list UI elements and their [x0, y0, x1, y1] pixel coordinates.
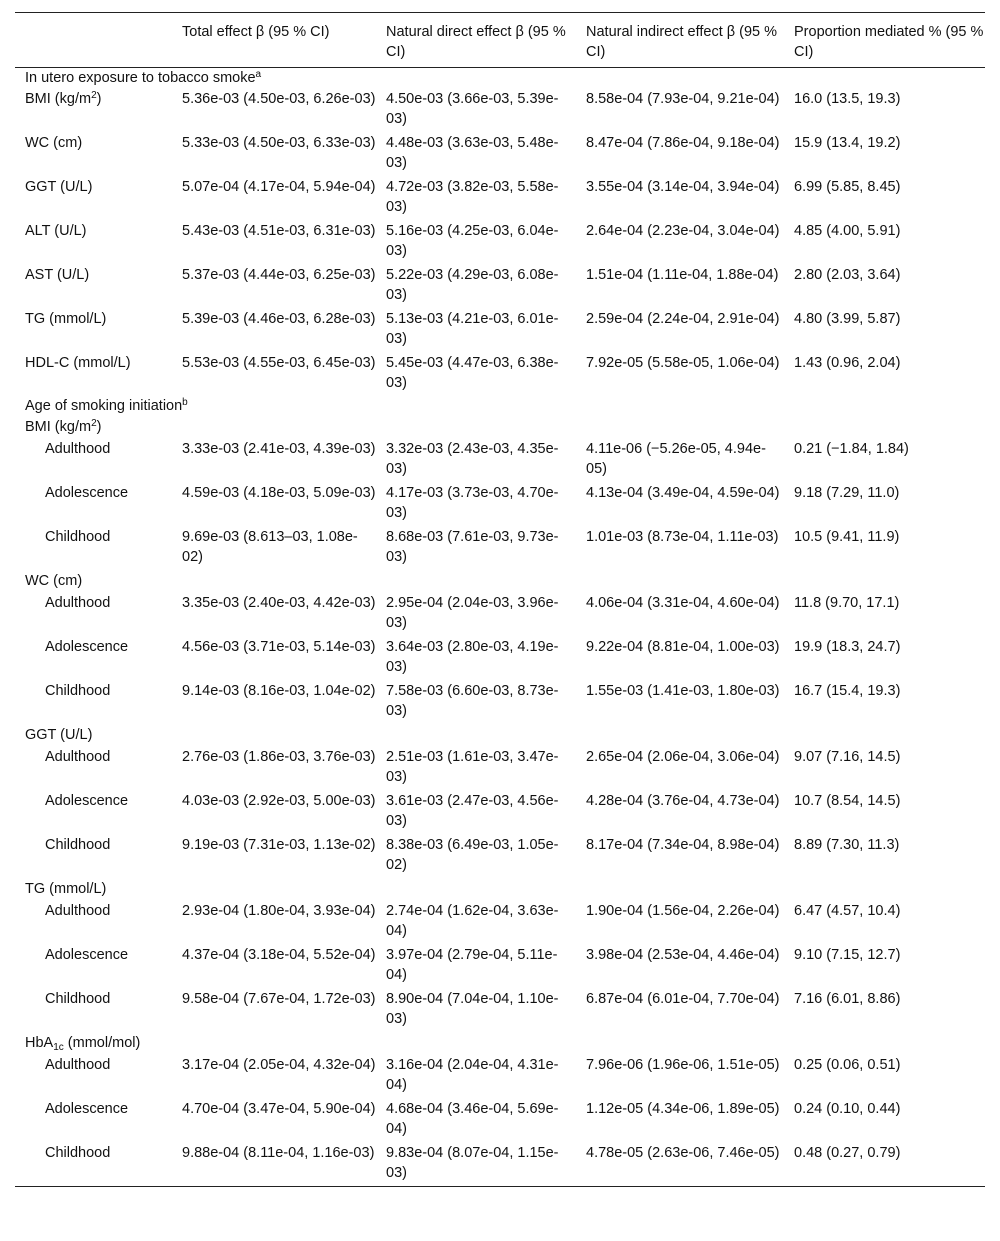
outcome-group-label-text: BMI (kg/m — [25, 419, 92, 435]
natural-direct-effect-cell: 3.64e-03 (2.80e-03, 4.19e-03) — [386, 639, 559, 675]
total-effect-cell: 4.56e-03 (3.71e-03, 5.14e-03) — [182, 639, 376, 655]
natural-indirect-effect-cell: 4.13e-04 (3.49e-04, 4.59e-04) — [586, 485, 780, 501]
row-label — [15, 308, 172, 352]
natural-indirect-effect-cell: 3.98e-04 (2.53e-04, 4.46e-04) — [586, 947, 780, 963]
natural-indirect-effect-cell: 8.47e-04 (7.86e-04, 9.18e-04) — [586, 135, 780, 151]
natural-direct-effect-cell: 5.22e-03 (4.29e-03, 6.08e-03) — [386, 267, 559, 303]
row-label-text: Adolescence — [45, 793, 129, 809]
row-label-text: Childhood — [45, 1145, 111, 1161]
total-effect-cell: 5.36e-03 (4.50e-03, 6.26e-03) — [182, 91, 376, 107]
row-label — [15, 988, 172, 1032]
proportion-mediated-cell: 1.43 (0.96, 2.04) — [794, 355, 901, 371]
row-label-suffix: ) — [96, 91, 102, 107]
proportion-mediated-cell: 9.18 (7.29, 11.0) — [794, 485, 900, 501]
row-label-text: Adulthood — [45, 903, 111, 919]
row-label — [15, 526, 172, 570]
row-label-text: Adolescence — [45, 639, 129, 655]
outcome-group-label-text: TG (mmol/L) — [25, 881, 107, 897]
proportion-mediated-cell: 2.80 (2.03, 3.64) — [794, 267, 901, 283]
proportion-mediated-cell: 9.10 (7.15, 12.7) — [794, 947, 901, 963]
row-label — [15, 482, 172, 526]
row-label — [15, 592, 172, 636]
row-label — [15, 352, 172, 396]
table-row — [15, 1054, 985, 1098]
row-label-text: Adolescence — [45, 1101, 129, 1117]
natural-indirect-effect-cell: 6.87e-04 (6.01e-04, 7.70e-04) — [586, 991, 780, 1007]
row-label-text: BMI (kg/m — [25, 91, 92, 107]
smoking-initiation-section-heading — [15, 396, 985, 416]
table-row — [15, 746, 985, 790]
table-body — [15, 68, 985, 1187]
row-label — [15, 220, 172, 264]
proportion-mediated-cell: 9.07 (7.16, 14.5) — [794, 749, 901, 765]
row-label-text: AST (U/L) — [25, 267, 90, 283]
proportion-mediated-cell: 0.21 (−1.84, 1.84) — [794, 441, 909, 457]
natural-indirect-effect-cell: 1.01e-03 (8.73e-04, 1.11e-03) — [586, 529, 779, 545]
natural-indirect-effect-cell: 1.55e-03 (1.41e-03, 1.80e-03) — [586, 683, 780, 699]
table-row — [15, 988, 985, 1032]
total-effect-cell: 5.39e-03 (4.46e-03, 6.28e-03) — [182, 311, 376, 327]
natural-indirect-effect-cell: 8.17e-04 (7.34e-04, 8.98e-04) — [586, 837, 780, 853]
total-effect-cell: 4.03e-03 (2.92e-03, 5.00e-03) — [182, 793, 376, 809]
row-label-text: Childhood — [45, 529, 111, 545]
total-effect-cell: 9.69e-03 (8.613–03, 1.08e-02) — [182, 529, 358, 565]
row-label-text: Childhood — [45, 837, 111, 853]
outcome-group-row — [15, 570, 985, 592]
outcome-group-label — [15, 416, 985, 438]
outcome-group-label — [15, 878, 985, 900]
total-effect-cell: 4.59e-03 (4.18e-03, 5.09e-03) — [182, 485, 376, 501]
outcome-group-label-suffix: ) — [96, 419, 102, 435]
row-label-superscript: 2 — [91, 90, 97, 101]
total-effect-cell: 9.88e-04 (8.11e-04, 1.16e-03) — [182, 1145, 375, 1161]
natural-indirect-effect-cell: 4.11e-06 (−5.26e-05, 4.94e-05) — [586, 441, 766, 477]
proportion-mediated-cell: 8.89 (7.30, 11.3) — [794, 837, 900, 853]
table-row — [15, 220, 985, 264]
table-row — [15, 790, 985, 834]
natural-indirect-effect-cell: 1.51e-04 (1.11e-04, 1.88e-04) — [586, 267, 779, 283]
proportion-mediated-cell: 11.8 (9.70, 17.1) — [794, 595, 900, 611]
table-row — [15, 834, 985, 878]
natural-indirect-effect-cell: 2.65e-04 (2.06e-04, 3.06e-04) — [586, 749, 780, 765]
proportion-mediated-cell: 19.9 (18.3, 24.7) — [794, 639, 901, 655]
outcome-group-label-suffix: (mmol/mol) — [63, 1035, 141, 1051]
natural-direct-effect-cell: 7.58e-03 (6.60e-03, 8.73e-03) — [386, 683, 559, 719]
row-label — [15, 834, 172, 878]
smoking-initiation-section-footnote-marker: b — [182, 397, 188, 408]
smoking-initiation-section-row — [15, 396, 985, 416]
proportion-mediated-cell: 16.0 (13.5, 19.3) — [794, 91, 901, 107]
row-label — [15, 438, 172, 482]
natural-direct-effect-cell: 2.74e-04 (1.62e-04, 3.63e-04) — [386, 903, 559, 939]
row-label — [15, 790, 172, 834]
outcome-group-row — [15, 724, 985, 746]
row-label-text: WC (cm) — [25, 135, 83, 151]
natural-direct-effect-cell: 8.38e-03 (6.49e-03, 1.05e-02) — [386, 837, 559, 873]
total-effect-cell: 5.37e-03 (4.44e-03, 6.25e-03) — [182, 267, 376, 283]
proportion-mediated-cell: 4.85 (4.00, 5.91) — [794, 223, 901, 239]
natural-indirect-effect-cell: 2.64e-04 (2.23e-04, 3.04e-04) — [586, 223, 780, 239]
in-utero-section-heading — [15, 68, 985, 89]
natural-direct-effect-cell: 9.83e-04 (8.07e-04, 1.15e-03) — [386, 1145, 559, 1181]
in-utero-section-heading-text: In utero exposure to tobacco smoke — [25, 70, 256, 86]
natural-indirect-effect-cell: 2.59e-04 (2.24e-04, 2.91e-04) — [586, 311, 780, 327]
table-row — [15, 482, 985, 526]
natural-direct-effect-cell: 5.16e-03 (4.25e-03, 6.04e-03) — [386, 223, 559, 259]
proportion-mediated-cell: 4.80 (3.99, 5.87) — [794, 311, 901, 327]
proportion-mediated-cell: 16.7 (15.4, 19.3) — [794, 683, 901, 699]
outcome-group-label — [15, 1032, 985, 1054]
natural-direct-effect-cell: 8.68e-03 (7.61e-03, 9.73e-03) — [386, 529, 559, 565]
outcome-group-label-text: GGT (U/L) — [25, 727, 93, 743]
outcome-group-label-text: HbA — [25, 1035, 54, 1051]
row-label — [15, 1054, 172, 1098]
outcome-group-row — [15, 1032, 985, 1054]
table-header — [15, 13, 985, 68]
row-label — [15, 1098, 172, 1142]
table-row — [15, 176, 985, 220]
natural-direct-effect-cell: 3.16e-04 (2.04e-04, 4.31e-04) — [386, 1057, 559, 1093]
proportion-mediated-cell: 10.7 (8.54, 14.5) — [794, 793, 901, 809]
row-label — [15, 88, 172, 132]
outcome-group-row — [15, 416, 985, 438]
natural-direct-effect-cell: 4.48e-03 (3.63e-03, 5.48e-03) — [386, 135, 559, 171]
natural-indirect-effect-cell: 1.12e-05 (4.34e-06, 1.89e-05) — [586, 1101, 780, 1117]
header-total-effect: Total effect β (95 % CI) — [182, 24, 330, 40]
row-label-text: Adulthood — [45, 441, 111, 457]
table-row — [15, 526, 985, 570]
row-label — [15, 176, 172, 220]
table-row — [15, 308, 985, 352]
total-effect-cell: 3.33e-03 (2.41e-03, 4.39e-03) — [182, 441, 376, 457]
mediation-table — [15, 12, 985, 1187]
table-row — [15, 900, 985, 944]
table-row — [15, 944, 985, 988]
natural-direct-effect-cell: 4.50e-03 (3.66e-03, 5.39e-03) — [386, 91, 559, 127]
natural-direct-effect-cell: 3.32e-03 (2.43e-03, 4.35e-03) — [386, 441, 559, 477]
natural-direct-effect-cell: 2.95e-04 (2.04e-03, 3.96e-03) — [386, 595, 559, 631]
total-effect-cell: 5.43e-03 (4.51e-03, 6.31e-03) — [182, 223, 376, 239]
row-label-text: Adulthood — [45, 749, 111, 765]
table-row — [15, 132, 985, 176]
total-effect-cell: 3.35e-03 (2.40e-03, 4.42e-03) — [182, 595, 376, 611]
row-label — [15, 900, 172, 944]
row-label-text: Adolescence — [45, 947, 129, 963]
outcome-group-label — [15, 570, 985, 592]
header-row — [15, 13, 985, 68]
row-label — [15, 680, 172, 724]
total-effect-cell: 2.93e-04 (1.80e-04, 3.93e-04) — [182, 903, 376, 919]
proportion-mediated-cell: 0.25 (0.06, 0.51) — [794, 1057, 901, 1073]
natural-indirect-effect-cell: 8.58e-04 (7.93e-04, 9.21e-04) — [586, 91, 780, 107]
natural-indirect-effect-cell: 7.92e-05 (5.58e-05, 1.06e-04) — [586, 355, 780, 371]
table-row — [15, 438, 985, 482]
in-utero-section-row — [15, 68, 985, 89]
natural-direct-effect-cell: 4.17e-03 (3.73e-03, 4.70e-03) — [386, 485, 559, 521]
row-label-text: Adulthood — [45, 595, 111, 611]
proportion-mediated-cell: 6.99 (5.85, 8.45) — [794, 179, 901, 195]
natural-direct-effect-cell: 3.97e-04 (2.79e-04, 5.11e-04) — [386, 947, 558, 983]
total-effect-cell: 4.70e-04 (3.47e-04, 5.90e-04) — [182, 1101, 376, 1117]
total-effect-cell: 4.37e-04 (3.18e-04, 5.52e-04) — [182, 947, 376, 963]
natural-indirect-effect-cell: 4.78e-05 (2.63e-06, 7.46e-05) — [586, 1145, 780, 1161]
outcome-group-label-superscript: 2 — [91, 418, 97, 429]
smoking-initiation-section-heading-text: Age of smoking initiation — [25, 398, 183, 414]
natural-indirect-effect-cell: 9.22e-04 (8.81e-04, 1.00e-03) — [586, 639, 780, 655]
natural-direct-effect-cell: 5.45e-03 (4.47e-03, 6.38e-03) — [386, 355, 559, 391]
row-label-text: Childhood — [45, 683, 111, 699]
total-effect-cell: 5.33e-03 (4.50e-03, 6.33e-03) — [182, 135, 376, 151]
table-row — [15, 636, 985, 680]
row-label-text: ALT (U/L) — [25, 223, 87, 239]
natural-direct-effect-cell: 2.51e-03 (1.61e-03, 3.47e-03) — [386, 749, 559, 785]
table-row — [15, 352, 985, 396]
row-label — [15, 1142, 172, 1187]
proportion-mediated-cell: 15.9 (13.4, 19.2) — [794, 135, 901, 151]
row-label — [15, 636, 172, 680]
natural-indirect-effect-cell: 7.96e-06 (1.96e-06, 1.51e-05) — [586, 1057, 780, 1073]
natural-direct-effect-cell: 5.13e-03 (4.21e-03, 6.01e-03) — [386, 311, 559, 347]
table-row — [15, 264, 985, 308]
outcome-group-label-text: WC (cm) — [25, 573, 83, 589]
table-row — [15, 88, 985, 132]
proportion-mediated-cell: 10.5 (9.41, 11.9) — [794, 529, 900, 545]
total-effect-cell: 5.53e-03 (4.55e-03, 6.45e-03) — [182, 355, 376, 371]
proportion-mediated-cell: 0.48 (0.27, 0.79) — [794, 1145, 901, 1161]
natural-direct-effect-cell: 4.72e-03 (3.82e-03, 5.58e-03) — [386, 179, 559, 215]
total-effect-cell: 9.19e-03 (7.31e-03, 1.13e-02) — [182, 837, 376, 853]
total-effect-cell: 3.17e-04 (2.05e-04, 4.32e-04) — [182, 1057, 376, 1073]
row-label-text: HDL-C (mmol/L) — [25, 355, 131, 371]
in-utero-section-footnote-marker: a — [255, 69, 262, 80]
natural-indirect-effect-cell: 3.55e-04 (3.14e-04, 3.94e-04) — [586, 179, 780, 195]
header-natural-indirect-effect: Natural indirect effect β (95 % CI) — [586, 24, 778, 60]
row-label-text: Adulthood — [45, 1057, 111, 1073]
row-label-text: TG (mmol/L) — [25, 311, 107, 327]
outcome-group-label-subscript: 1c — [53, 1042, 64, 1053]
row-label — [15, 264, 172, 308]
row-label — [15, 944, 172, 988]
outcome-group-row — [15, 878, 985, 900]
total-effect-cell: 5.07e-04 (4.17e-04, 5.94e-04) — [182, 179, 376, 195]
row-label — [15, 746, 172, 790]
total-effect-cell: 9.58e-04 (7.67e-04, 1.72e-03) — [182, 991, 376, 1007]
table-row — [15, 1098, 985, 1142]
natural-indirect-effect-cell: 4.06e-04 (3.31e-04, 4.60e-04) — [586, 595, 780, 611]
natural-direct-effect-cell: 3.61e-03 (2.47e-03, 4.56e-03) — [386, 793, 559, 829]
proportion-mediated-cell: 0.24 (0.10, 0.44) — [794, 1101, 901, 1117]
outcome-group-label — [15, 724, 985, 746]
total-effect-cell: 2.76e-03 (1.86e-03, 3.76e-03) — [182, 749, 376, 765]
row-label-text: Adolescence — [45, 485, 129, 501]
natural-indirect-effect-cell: 1.90e-04 (1.56e-04, 2.26e-04) — [586, 903, 780, 919]
row-label-text: Childhood — [45, 991, 111, 1007]
header-proportion-mediated: Proportion mediated % (95 % CI) — [794, 24, 984, 60]
natural-direct-effect-cell: 4.68e-04 (3.46e-04, 5.69e-04) — [386, 1101, 559, 1137]
proportion-mediated-cell: 6.47 (4.57, 10.4) — [794, 903, 901, 919]
natural-indirect-effect-cell: 4.28e-04 (3.76e-04, 4.73e-04) — [586, 793, 780, 809]
row-label — [15, 132, 172, 176]
header-label — [15, 13, 172, 68]
table-row — [15, 1142, 985, 1187]
row-label-text: GGT (U/L) — [25, 179, 93, 195]
header-natural-direct-effect: Natural direct effect β (95 % CI) — [386, 24, 566, 60]
table-row — [15, 680, 985, 724]
natural-direct-effect-cell: 8.90e-04 (7.04e-04, 1.10e-03) — [386, 991, 559, 1027]
proportion-mediated-cell: 7.16 (6.01, 8.86) — [794, 991, 901, 1007]
total-effect-cell: 9.14e-03 (8.16e-03, 1.04e-02) — [182, 683, 376, 699]
table-row — [15, 592, 985, 636]
